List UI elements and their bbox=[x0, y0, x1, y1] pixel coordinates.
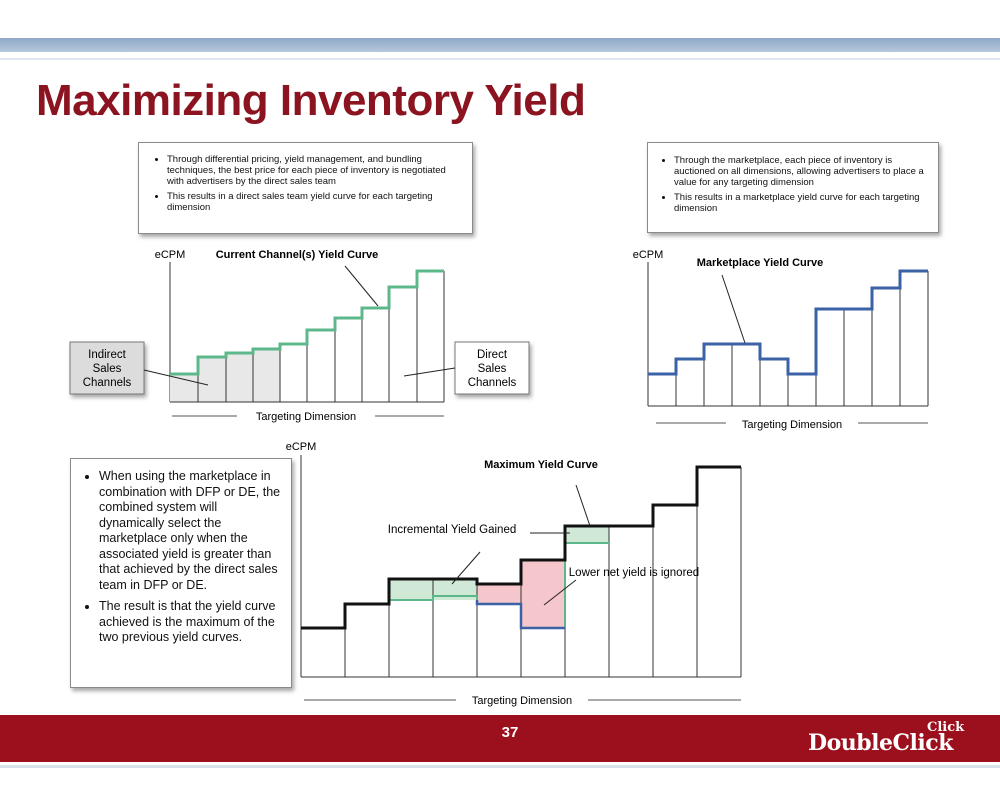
current-yield-chart bbox=[70, 249, 529, 423]
maximum-chart-title: Maximum Yield Curve bbox=[484, 459, 598, 471]
doubleclick-logo: DoubleClick bbox=[808, 730, 953, 756]
marketplace-ylabel: eCPM bbox=[632, 249, 664, 261]
note-bullet: • The result is that the yield curve achieved is the maximum of the two previous yield curves. bbox=[99, 599, 283, 646]
ignored-yield-label: Lower net yield is ignored bbox=[568, 567, 700, 579]
indirect-bar-shade bbox=[226, 353, 253, 402]
callout-line: Channels bbox=[82, 377, 132, 389]
callout-line: Sales bbox=[92, 363, 122, 375]
marketplace-title-pointer bbox=[722, 275, 745, 343]
doubleclick-logo-superscript: Click bbox=[927, 720, 965, 735]
footer-divider bbox=[0, 765, 1000, 768]
indirect-bar-shade bbox=[253, 349, 280, 402]
note-bullet: • When using the marketplace in combination with DFP or DE, the combined system will dynamically select the marketplace only when the associated yield is greater than that achieved by the direct sales team in DFP or DE. bbox=[99, 469, 283, 593]
ignored-yield-area bbox=[477, 584, 521, 604]
callout-line: Indirect bbox=[88, 349, 126, 361]
slide-title: Maximizing Inventory Yield bbox=[36, 76, 586, 125]
marketplace-bar-dividers bbox=[648, 271, 928, 406]
current-chart-title: Current Channel(s) Yield Curve bbox=[215, 249, 379, 261]
direct-callout-pointer bbox=[404, 368, 455, 376]
note-bullet: • This results in a direct sales team yield curve for each targeting dimension bbox=[167, 191, 462, 213]
incremental-yield-label: Incremental Yield Gained bbox=[387, 524, 517, 536]
marketplace-xlabel: Targeting Dimension bbox=[741, 419, 843, 431]
current-xlabel: Targeting Dimension bbox=[255, 411, 357, 423]
callout-line: Channels bbox=[467, 377, 517, 389]
callout-line: Sales bbox=[477, 363, 507, 375]
note-bullet: • Through differential pricing, yield management, and bundling techniques, the best price for each piece of inventory is negotiated with advertisers by the direct sales team bbox=[167, 154, 462, 187]
maximum-yield-chart bbox=[286, 441, 741, 707]
marketplace-chart-title: Marketplace Yield Curve bbox=[696, 257, 824, 269]
current-title-pointer bbox=[345, 266, 378, 306]
marketplace-yield-curve bbox=[648, 271, 928, 374]
maximum-xlabel: Targeting Dimension bbox=[471, 695, 573, 707]
note-bullet: • Through the marketplace, each piece of inventory is auctioned on all dimensions, allowing advertisers to place a value for any targeting dimension bbox=[674, 155, 930, 188]
maximum-ylabel: eCPM bbox=[285, 441, 317, 453]
indirect-bar-shade bbox=[170, 374, 198, 402]
indirect-bar-shade bbox=[198, 357, 226, 402]
page-number: 37 bbox=[501, 724, 519, 741]
current-ylabel: eCPM bbox=[154, 249, 186, 261]
note-bullet: • This results in a marketplace yield curve for each targeting dimension bbox=[674, 192, 930, 214]
callout-line: Direct bbox=[476, 349, 508, 361]
maximum-title-pointer bbox=[576, 485, 590, 526]
yield-gain-area bbox=[565, 526, 609, 543]
marketplace-yield-chart bbox=[633, 249, 928, 431]
